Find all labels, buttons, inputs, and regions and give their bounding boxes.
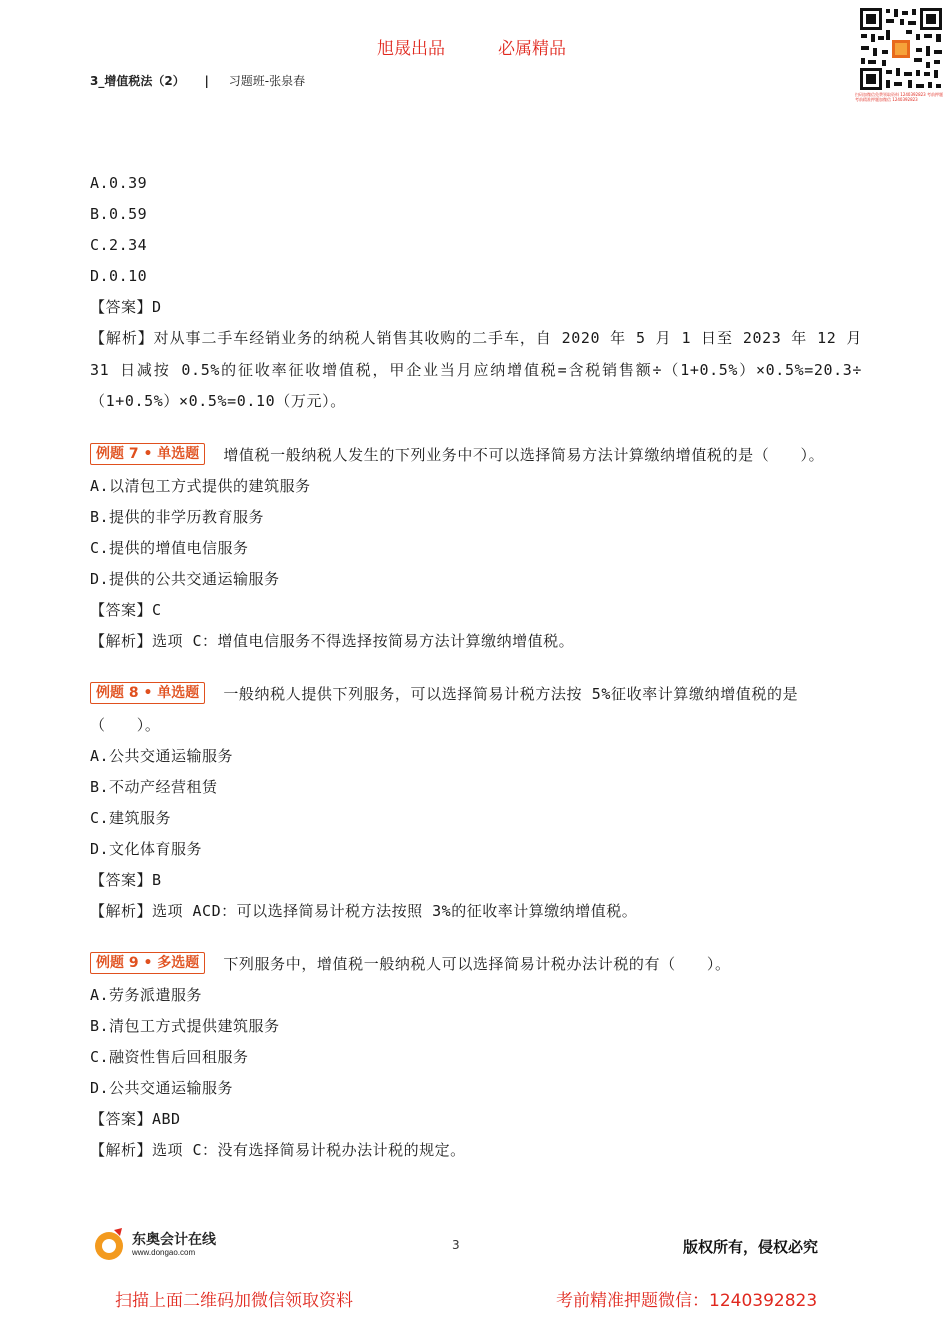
logo-url: www.dongao.com: [132, 1248, 196, 1257]
option-b: B.0.59: [90, 205, 148, 223]
question-text: 增值税一般纳税人发生的下列业务中不可以选择简易方法计算缴纳增值税的是（ ）。: [223, 445, 825, 464]
course-header: [90, 72, 305, 89]
main-content: [90, 168, 862, 1166]
question-tag: 例题 7 • 单选题: [90, 443, 205, 465]
answer: 【答案】D: [90, 298, 162, 316]
dongao-logo-icon: [92, 1226, 128, 1262]
option-a: A.公共交通运输服务: [90, 746, 234, 765]
question-tag: 例题 9 • 多选题: [90, 952, 205, 974]
analysis: 【解析】对从事二手车经销业务的纳税人销售其收购的二手车，自 2020 年 5 月 1 日至 2023 年 12 月 31 日减按 0.5%的征收率征收增值税，甲企业当月应纳增值税=含税销售额÷（1+0.5%）×0.5%=20.3÷（1+0.5%）×0.5%=0.10（万元）。: [90, 329, 862, 410]
copyright-text: 版权所有，侵权必究: [683, 1238, 819, 1256]
qr-caption: 扫码加微信免费领取资料 1240392823 考前押题 考前精准押题加微信 1240392823: [855, 92, 943, 102]
logo-name: 东奥会计在线: [132, 1232, 216, 1248]
banner-left-text: 旭晟出品: [377, 39, 445, 59]
option-d: D.提供的公共交通运输服务: [90, 569, 280, 588]
option-b: B.不动产经营租赁: [90, 777, 218, 796]
question-block: [90, 440, 862, 657]
option-c: C.融资性售后回租服务: [90, 1047, 249, 1066]
option-d: D.公共交通运输服务: [90, 1078, 234, 1097]
option-c: C.建筑服务: [90, 808, 172, 827]
promo-left-text: 扫描上面二维码加微信领取资料: [115, 1291, 353, 1311]
header-separator: |: [204, 74, 209, 88]
question-tag: 例题 8 • 单选题: [90, 682, 205, 704]
question-text: 一般纳税人提供下列服务，可以选择简易计税方法按 5%征收率计算缴纳增值税的是（ ）。: [90, 684, 799, 734]
option-d: D.0.10: [90, 267, 148, 285]
option-b: B.清包工方式提供建筑服务: [90, 1016, 280, 1035]
course-title: 3_增值税法（2）: [90, 74, 185, 88]
prev-question: [90, 168, 862, 418]
question-text: 下列服务中，增值税一般纳税人可以选择简易计税办法计税的有（ ）。: [223, 954, 731, 973]
answer: 【答案】C: [90, 600, 162, 619]
option-c: C.提供的增值电信服务: [90, 538, 249, 557]
option-a: A.0.39: [90, 174, 148, 192]
analysis: 【解析】选项 C：增值电信服务不得选择按简易方法计算缴纳增值税。: [90, 631, 575, 650]
question-stem: [90, 440, 862, 471]
banner-right-text: 必属精品: [498, 39, 566, 59]
question-block: [90, 679, 862, 927]
promo-right-text: 考前精准押题微信：1240392823: [556, 1291, 818, 1311]
option-a: A.劳务派遣服务: [90, 985, 203, 1004]
option-a: A.以清包工方式提供的建筑服务: [90, 476, 311, 495]
option-c: C.2.34: [90, 236, 148, 254]
answer: 【答案】B: [90, 870, 162, 889]
qr-code-icon: [858, 6, 944, 92]
analysis: 【解析】选项 C：没有选择简易计税办法计税的规定。: [90, 1140, 466, 1159]
question-stem: [90, 679, 862, 741]
question-block: [90, 949, 862, 1166]
page-number: 3: [452, 1238, 460, 1252]
question-stem: [90, 949, 862, 980]
option-b: B.提供的非学历教育服务: [90, 507, 265, 526]
option-d: D.文化体育服务: [90, 839, 203, 858]
answer: 【答案】ABD: [90, 1109, 181, 1128]
course-subtitle: 习题班-张泉春: [228, 74, 306, 88]
analysis: 【解析】选项 ACD：可以选择简易计税方法按照 3%的征收率计算缴纳增值税。: [90, 901, 638, 920]
